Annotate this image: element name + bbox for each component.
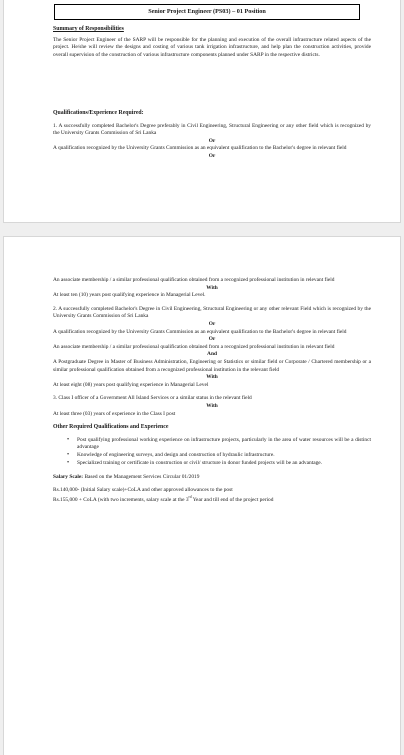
salary-line-2-text: Rs.155,000 + CoLA (with two increments, salary scale at the 3 (53, 497, 189, 504)
and-connector: And (207, 351, 217, 358)
qualification-2: 2. A successfully completed Bachelor's Degree in Civil Engineering, Structural Engineering or any other relevant Field which is recognized by the University Grants Commission of Sri Lanka (53, 305, 371, 320)
salary-line-1: Rs.140,000- (Initial Salary scale)+CoLA and other approved allowances to the post (53, 486, 233, 493)
qualification-1: 1. A successfully completed Bachelor's Degree preferably in Civil Engineering, Structural Engineering or any other field which is recognized by the University Grants Commission of Sri Lanka (53, 122, 371, 137)
summary-section (53, 26, 371, 59)
salary-line-2 (53, 494, 371, 504)
summary-heading: Summary of Responsibilities (53, 26, 124, 32)
or-connector: Or (208, 336, 216, 343)
ordinal-suffix: rd (188, 495, 192, 500)
experience-text: At least ten (10) years post qualifying experience in Managerial Level. (53, 292, 206, 299)
document-page-2 (4, 237, 400, 755)
qualification-2-alternative: A qualification recognized by the University Grants Commission as an equivalent qualification to the Bachelor's degree in relevant field (53, 328, 347, 335)
or-connector: Or (208, 152, 216, 159)
membership-text: An associate membership / a similar professional qualification obtained from a recognized professional institution in relevant field (53, 277, 335, 283)
salary-line-2-end: Year and till end of the project period (191, 497, 274, 504)
salary-label: Salary Scale: (53, 474, 84, 481)
qualification-2-postgraduate: A Postgraduate Degree in Master of Business Administration, Engineering or Statistics or similar field or Corporate / Chartered membership or a similar professional qualification obtained from a recognized professional institution in the relevant field (53, 358, 371, 373)
with-connector: With (206, 374, 218, 381)
document-page-1 (4, 0, 400, 222)
other-qualifications-heading: Other Required Qualifications and Experience (53, 424, 169, 431)
with-connector: With (206, 402, 218, 409)
qualifications-heading: Qualifications/Experience Required: (53, 110, 144, 116)
with-connector: With (206, 284, 218, 291)
or-connector: Or (208, 137, 216, 144)
or-connector: Or (208, 320, 216, 327)
qualification-3: 3. Class I officer of a Government All Island Services or a similar status in the relevant field (53, 395, 252, 402)
list-item: • Post qualifying professional working experience on infrastructure projects, particularly in the area of water resources will be a distinct advantage (77, 437, 371, 452)
qualification-2-membership: An associate membership / a similar professional qualification obtained from a recognized professional institution in relevant field (53, 343, 335, 350)
list-item: • Knowledge of engineering surveys, and design and construction of hydraulic infrastructure. (77, 452, 371, 460)
qualification-1-alternative: A qualification recognized by the University Grants Commission as an equivalent qualification to the Bachelor's degree in relevant field (53, 145, 347, 152)
position-title: Senior Project Engineer (PS03) – 01 Position (54, 4, 360, 20)
salary-basis: Based on the Management Services Circular 01/2019 (83, 474, 200, 481)
qualification-3-experience: At least three (03) years of experience in the Class I post (53, 410, 176, 417)
qualification-2-experience: At least eight (08) years post qualifying experience in Managerial Level (53, 381, 209, 388)
qualifications-section (53, 110, 371, 161)
summary-text: The Senior Project Engineer of the SARP will be responsible for the planning and execution of the overall infrastructure related aspects of the project. He/she will review the designs and costing of various tank irrigation infrastructure, and help plan the construction activities, provide overall supervision of the construction of various infrastructure components planned under SARP in the respective districts. (53, 36, 371, 58)
salary-scale (53, 474, 371, 482)
qualifications-continued (53, 277, 371, 505)
other-qualifications-list (53, 437, 371, 468)
list-item: • Specialized training or certificate in construction or civil/ structure in donor funded projects will be an advantage. (77, 460, 371, 468)
